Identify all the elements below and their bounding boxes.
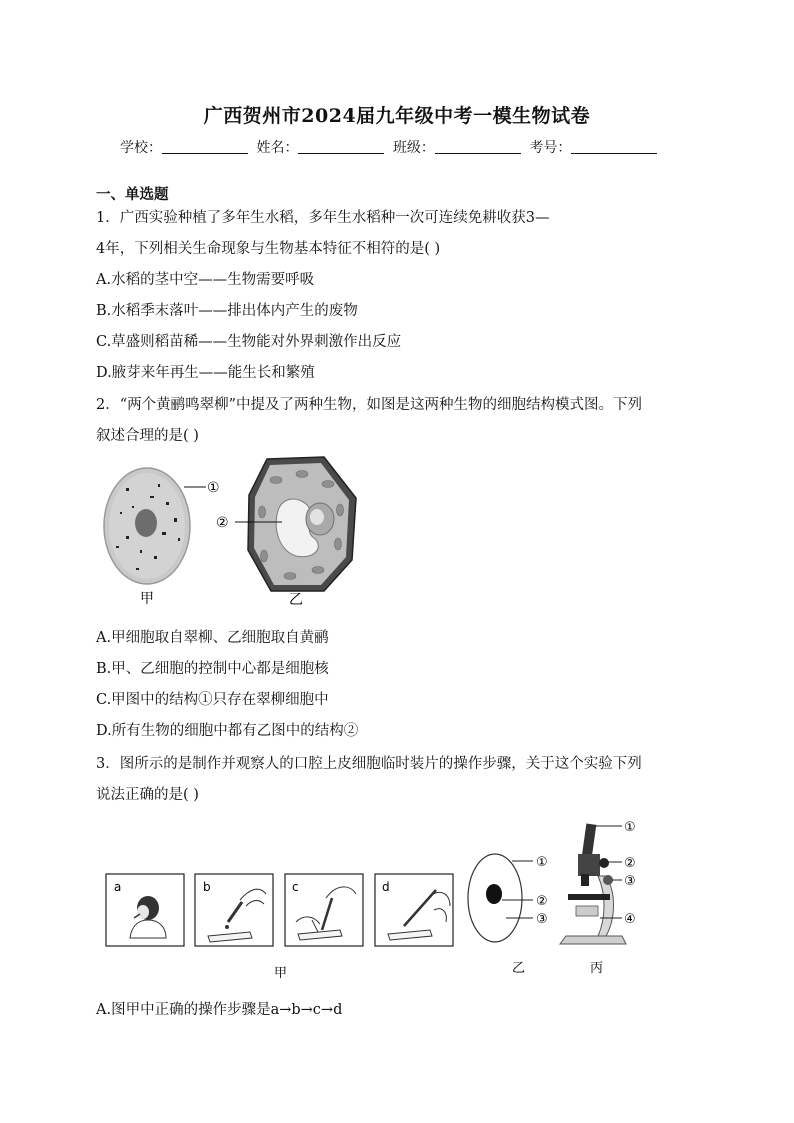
caption-jia-3: 甲	[274, 966, 288, 981]
nucleolus-highlight	[310, 509, 324, 525]
q2-option-c: C.甲图中的结构①只存在翠柳细胞中	[96, 692, 329, 708]
q1-option-a: A.水稻的茎中空——生物需要呼吸	[96, 272, 315, 288]
cheek-cell-nucleus	[486, 884, 502, 904]
panel-d-label: d	[382, 880, 390, 894]
q3-stem-line1: 3．图所示的是制作并观察人的口腔上皮细胞临时装片的操作步骤，关于这个实验下列	[96, 756, 642, 772]
caption-bing: 丙	[590, 961, 604, 976]
q1-option-b: B.水稻季末落叶——排出体内产生的废物	[96, 303, 358, 319]
q3-stem-line2: 说法正确的是( )	[96, 787, 199, 803]
caption-yi: 乙	[289, 592, 303, 608]
q2-option-d: D.所有生物的细胞中都有乙图中的结构②	[96, 723, 359, 739]
q1-option-d: D.腋芽来年再生——能生长和繁殖	[96, 365, 315, 381]
cell-label-1: ①	[536, 855, 548, 870]
exam-no-label: 考号：	[529, 140, 572, 156]
q3-option-a: A.图甲中正确的操作步骤是a→b→c→d	[96, 1002, 343, 1018]
name-blank[interactable]	[298, 139, 384, 154]
panel-a-label: a	[114, 880, 122, 894]
panel-c-label: c	[292, 880, 299, 894]
scope-label-2: ②	[624, 856, 636, 871]
school-blank[interactable]	[162, 139, 248, 154]
class-blank[interactable]	[435, 139, 521, 154]
q2-stem-line1: 2．“两个黄鹂鸣翠柳”中提及了两种生物，如图是这两种生物的细胞结构模式图。下列	[96, 397, 643, 413]
cell-label-3: ③	[536, 912, 548, 927]
q2-option-b: B.甲、乙细胞的控制中心都是细胞核	[96, 661, 329, 677]
cell-structure-figure	[96, 450, 376, 615]
q1-option-c: C.草盛则稻苗稀——生物能对外界刺激作出反应	[96, 334, 402, 350]
scope-label-3: ③	[624, 874, 636, 889]
school-label: 学校：	[120, 140, 162, 156]
page-title: 广西贺州市2024届九年级中考一模生物试卷	[203, 105, 591, 127]
section-title: 一、单选题	[96, 187, 169, 203]
cell-label-2: ②	[536, 894, 548, 909]
student-info-row	[120, 137, 661, 157]
scope-label-1: ①	[624, 820, 636, 835]
slide-preparation-figure	[100, 814, 660, 984]
q2-stem-line2: 叙述合理的是( )	[96, 428, 199, 444]
exam-no-blank[interactable]	[571, 139, 657, 154]
microscope-icon	[560, 823, 626, 944]
label-1: ①	[207, 480, 220, 496]
q2-option-a: A.甲细胞取自翠柳、乙细胞取自黄鹂	[96, 630, 329, 646]
panel-b-label: b	[203, 880, 211, 894]
q1-stem-line1: 1．广西实验种植了多年生水稻，多年生水稻种一次可连续免耕收获3—	[96, 210, 550, 226]
q1-stem-line2: 4年，下列相关生命现象与生物基本特征不相符的是( )	[96, 241, 441, 257]
label-2: ②	[216, 515, 229, 531]
caption-yi-3: 乙	[512, 961, 526, 976]
scope-label-4: ④	[624, 912, 636, 927]
class-label: 班级：	[392, 140, 435, 156]
animal-cell-nucleus	[135, 509, 157, 537]
caption-jia: 甲	[140, 591, 154, 607]
name-label: 姓名：	[256, 140, 299, 156]
